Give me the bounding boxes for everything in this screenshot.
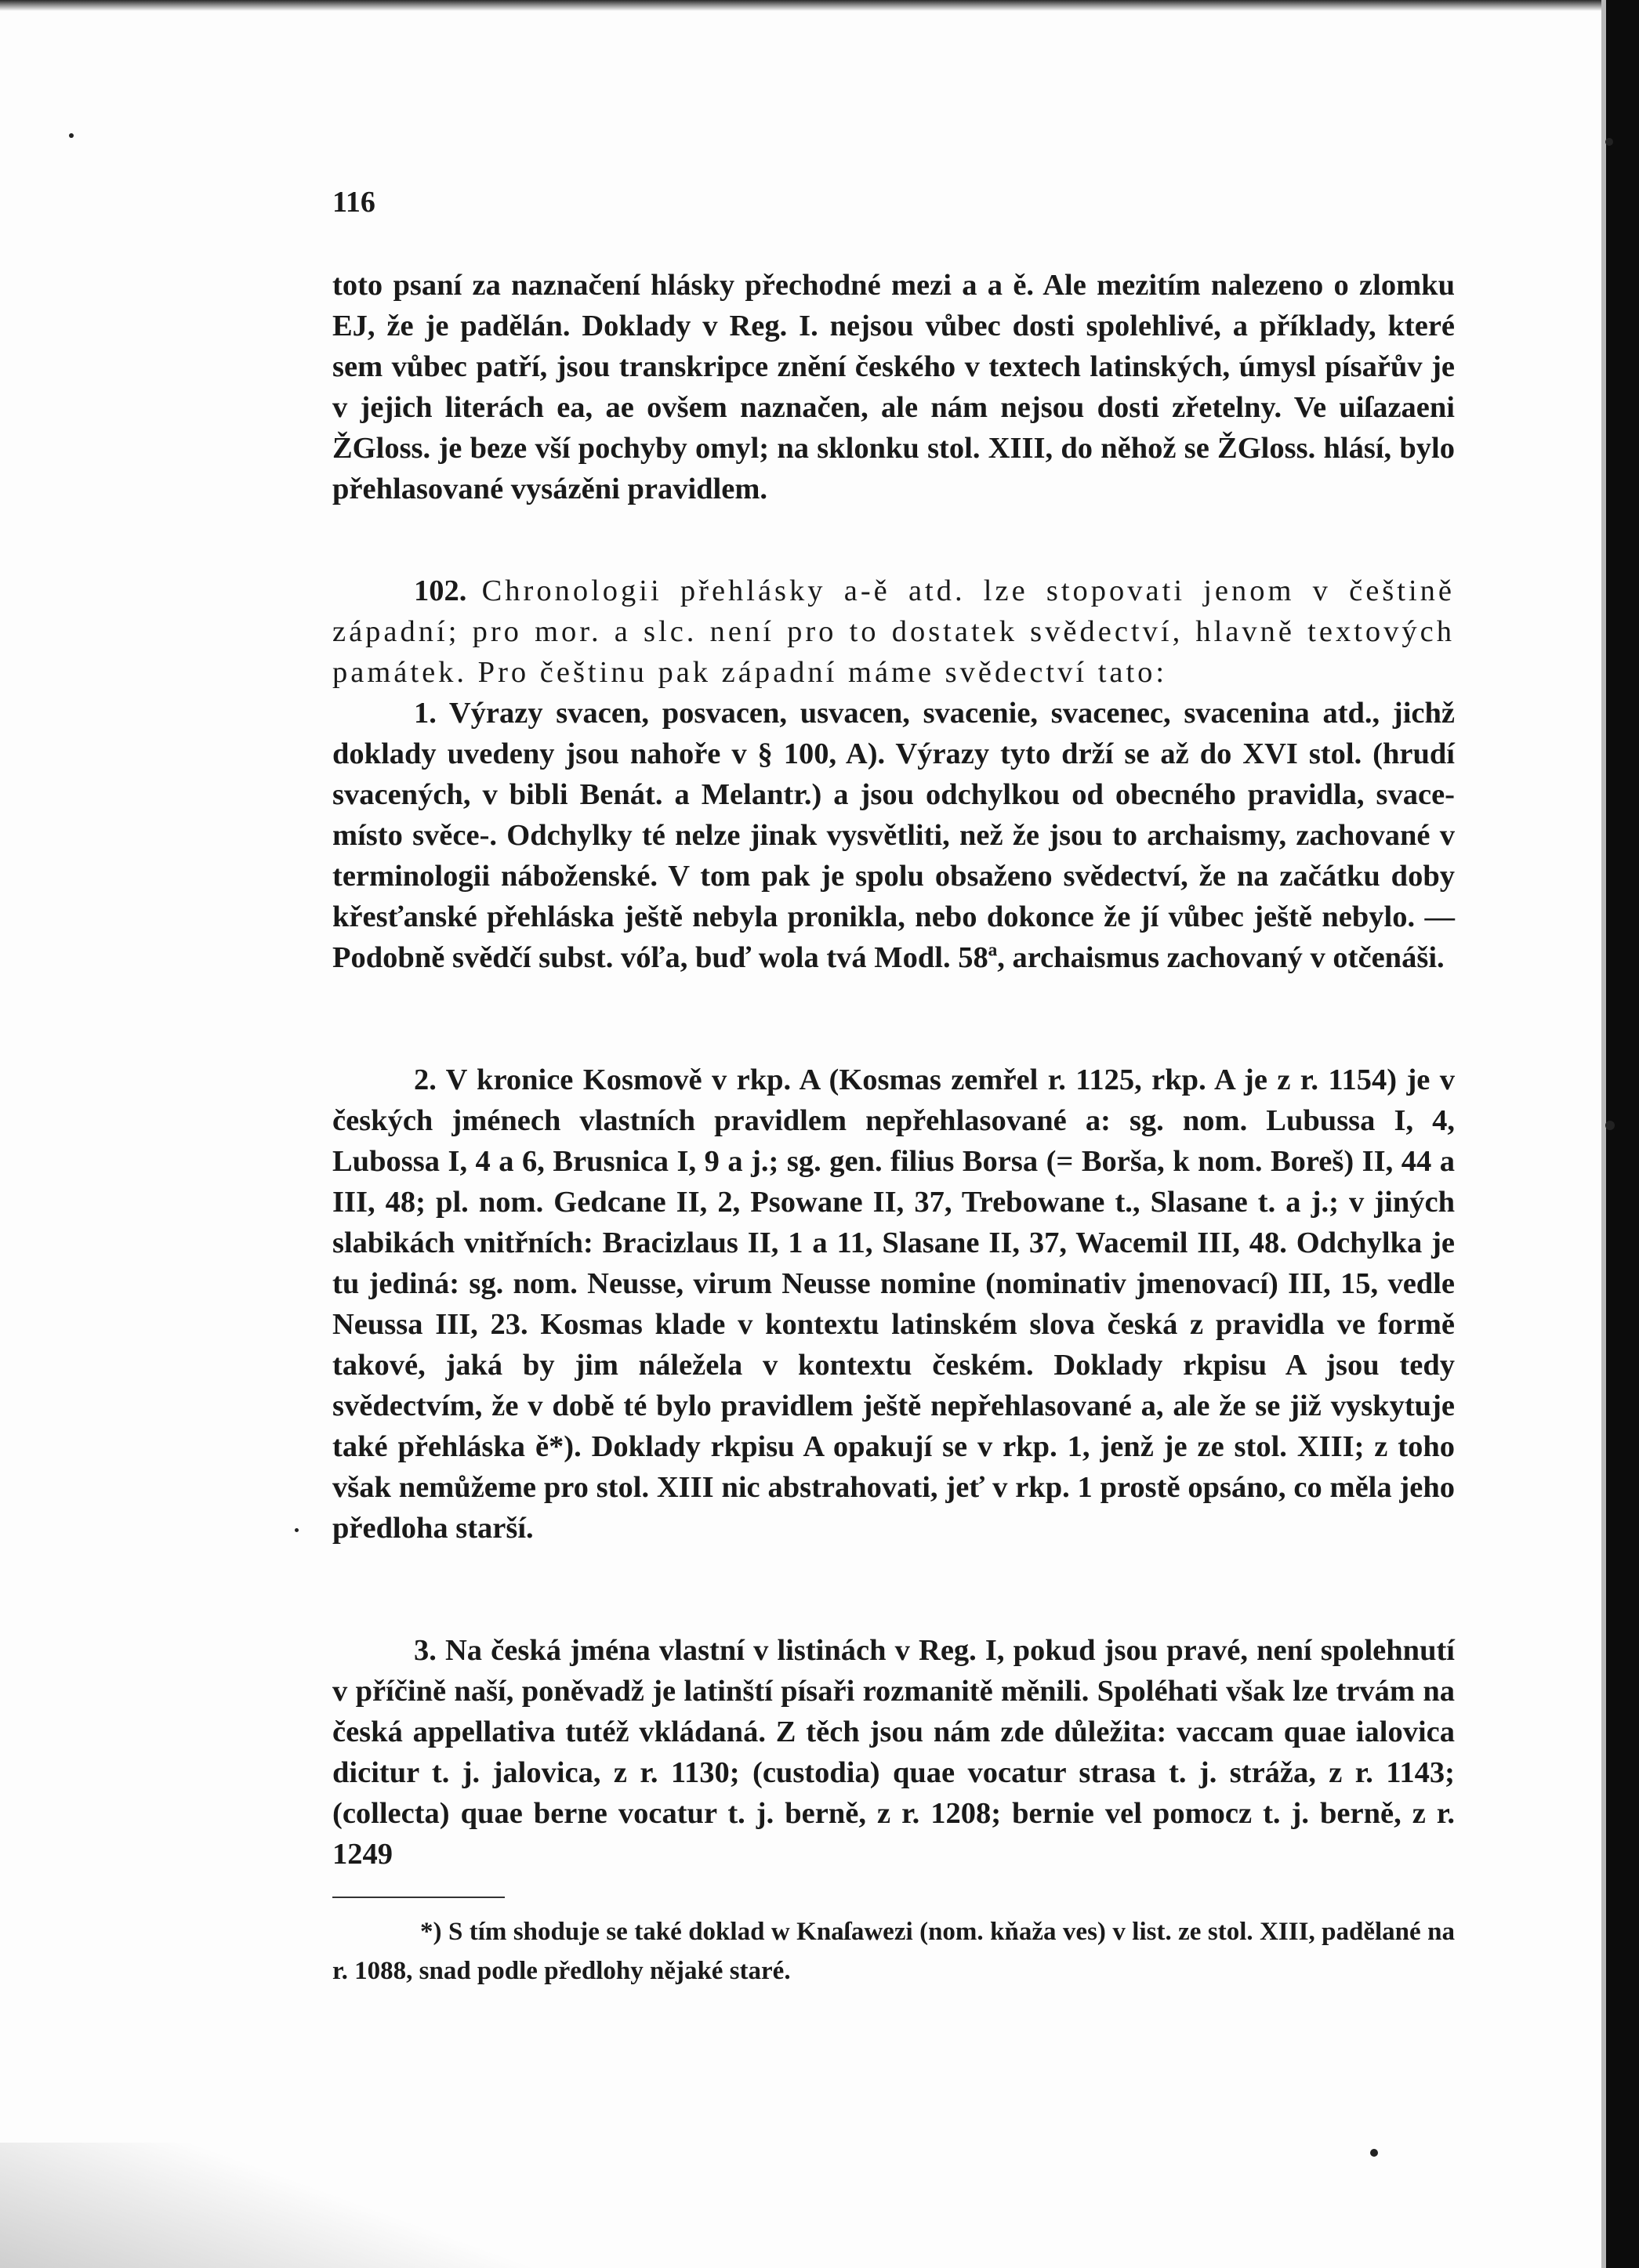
paragraph-point-3: 3. Na česká jména vlastní v listinách v Reg. I, pokud jsou pravé, není spolehnutí v příčině naší, poněvadž je latinští písaři rozmanitě měnili. Spoléhati však lze trvám na česká appellativa tutéž vkládaná. Z těch jsou nám zde důležita: vaccam quae ialovica dicitur t. j. jalovica, z r. 1130; (custodia) quae vocatur strasa t. j. stráža, z r. 1143; (collecta) quae berne vocatur t. j. berně, z r. 1208; bernie vel pomocz t. j. berně, z r. 1249 — [332, 1634, 1455, 1871]
paragraph-intro: toto psaní za naznačení hlásky přechodné mezi a a ě. Ale mezitím nalezeno o zlomku EJ, že je padělán. Doklady v Reg. I. nejsou vůbec dosti spolehlivé, a příklady, které sem vůbec patří, jsou transkripce znění českého v textech latinských, úmysl písařův je v jejich literách ea, ae ovšem naznačen, ale nám nejsou dosti zřetelny. Ve uiſazaeni ŽGloss. je beze vší pochyby omyl; na sklonku stol. XIII, do něhož se ŽGloss. hlásí, bylo přehlasované vysázěni pravidlem. — [332, 269, 1455, 505]
dust-speck — [1370, 2149, 1378, 2157]
paragraph-point-2: 2. V kronice Kosmově v rkp. A (Kosmas zemřel r. 1125, rkp. A je z r. 1154) je v českých jménech vlastních pravidlem nepřehlasované a: sg. nom. Lubussa I, 4, Lubossa I, 4 a 6, Brusnica I, 9 a j.; sg. gen. filius Borsa (= Borša, k nom. Boreš) II, 44 a III, 48; pl. nom. Gedcane II, 2, Psowane II, 37, Trebowane t., Slasane t. a j.; v jiných slabikách vnitřních: Bracizlaus II, 1 a 11, Slasane II, 37, Wacemil III, 48. Odchylka je tu jediná: sg. nom. Neusse, virum Neusse nomine (nominativ jmenovací) III, 15, vedle Neussa III, 23. Kosmas klade v kontextu latinském slova česká z pravidla ve formě takové, jaká by jim náležela v kontextu českém. Doklady rkpisu A jsou tedy svědectvím, že v době té bylo pravidlem ještě nepřehlasované a, ale že se již vyskytuje také přehláska ě*). Doklady rkpisu A opakují se v rkp. 1, jenž je ze stol. XIII; z toho však nemůžeme pro stol. XIII nic abstrahovati, jeť v rkp. 1 prostě opsáno, co měla jeho předloha starší. — [332, 1063, 1455, 1545]
section-102-text: Chronologii přehlásky a-ě atd. lze stopovati jenom v češtině západní; pro mor. a slc. není pro to dostatek svědectví, hlavně textových památek. Pro češtinu pak západní máme svědectví tato: — [332, 574, 1456, 689]
page-bottom-shadow — [0, 2143, 549, 2268]
dust-speck — [295, 1528, 299, 1532]
footnote-divider — [332, 1897, 505, 1898]
dust-speck — [1605, 1121, 1615, 1130]
page-right-edge — [1606, 0, 1639, 2268]
paragraph-section-102 — [332, 571, 1455, 693]
page-number: 116 — [332, 186, 375, 219]
paragraph-point-1: 1. Výrazy svacen, posvacen, usvacen, svacenie, svacenec, svacenina atd., jichž doklady uvedeny jsou nahoře v § 100, A). Výrazy tyto drží se až do XVI stol. (hrudí svacených, v bibli Benát. a Melantr.) a jsou odchylkou od obecného pravidla, svace- místo svěce-. Odchylky té nelze jinak vysvětliti, než že jsou to archaismy, zachované v terminologii náboženské. V tom pak je spolu obsaženo svědectví, že na začátku doby křesťanské přehláska ještě nebyla pronikla, nebo dokonce že jí vůbec ještě nebylo. — Podobně svědčí subst. vóľa, buď wola tvá Modl. 58ª, archaismus zachovaný v otčenáši. — [332, 697, 1455, 974]
section-number: 102. — [414, 574, 467, 607]
dust-speck — [1605, 138, 1613, 146]
page-top-edge — [0, 0, 1639, 11]
dust-speck — [69, 133, 74, 138]
footnote: *) S tím shoduje se také doklad w Knaſawezi (nom. kňaža ves) v list. ze stol. XIII, padělané na r. 1088, snad podle předlohy nějaké staré. — [332, 1918, 1455, 1985]
